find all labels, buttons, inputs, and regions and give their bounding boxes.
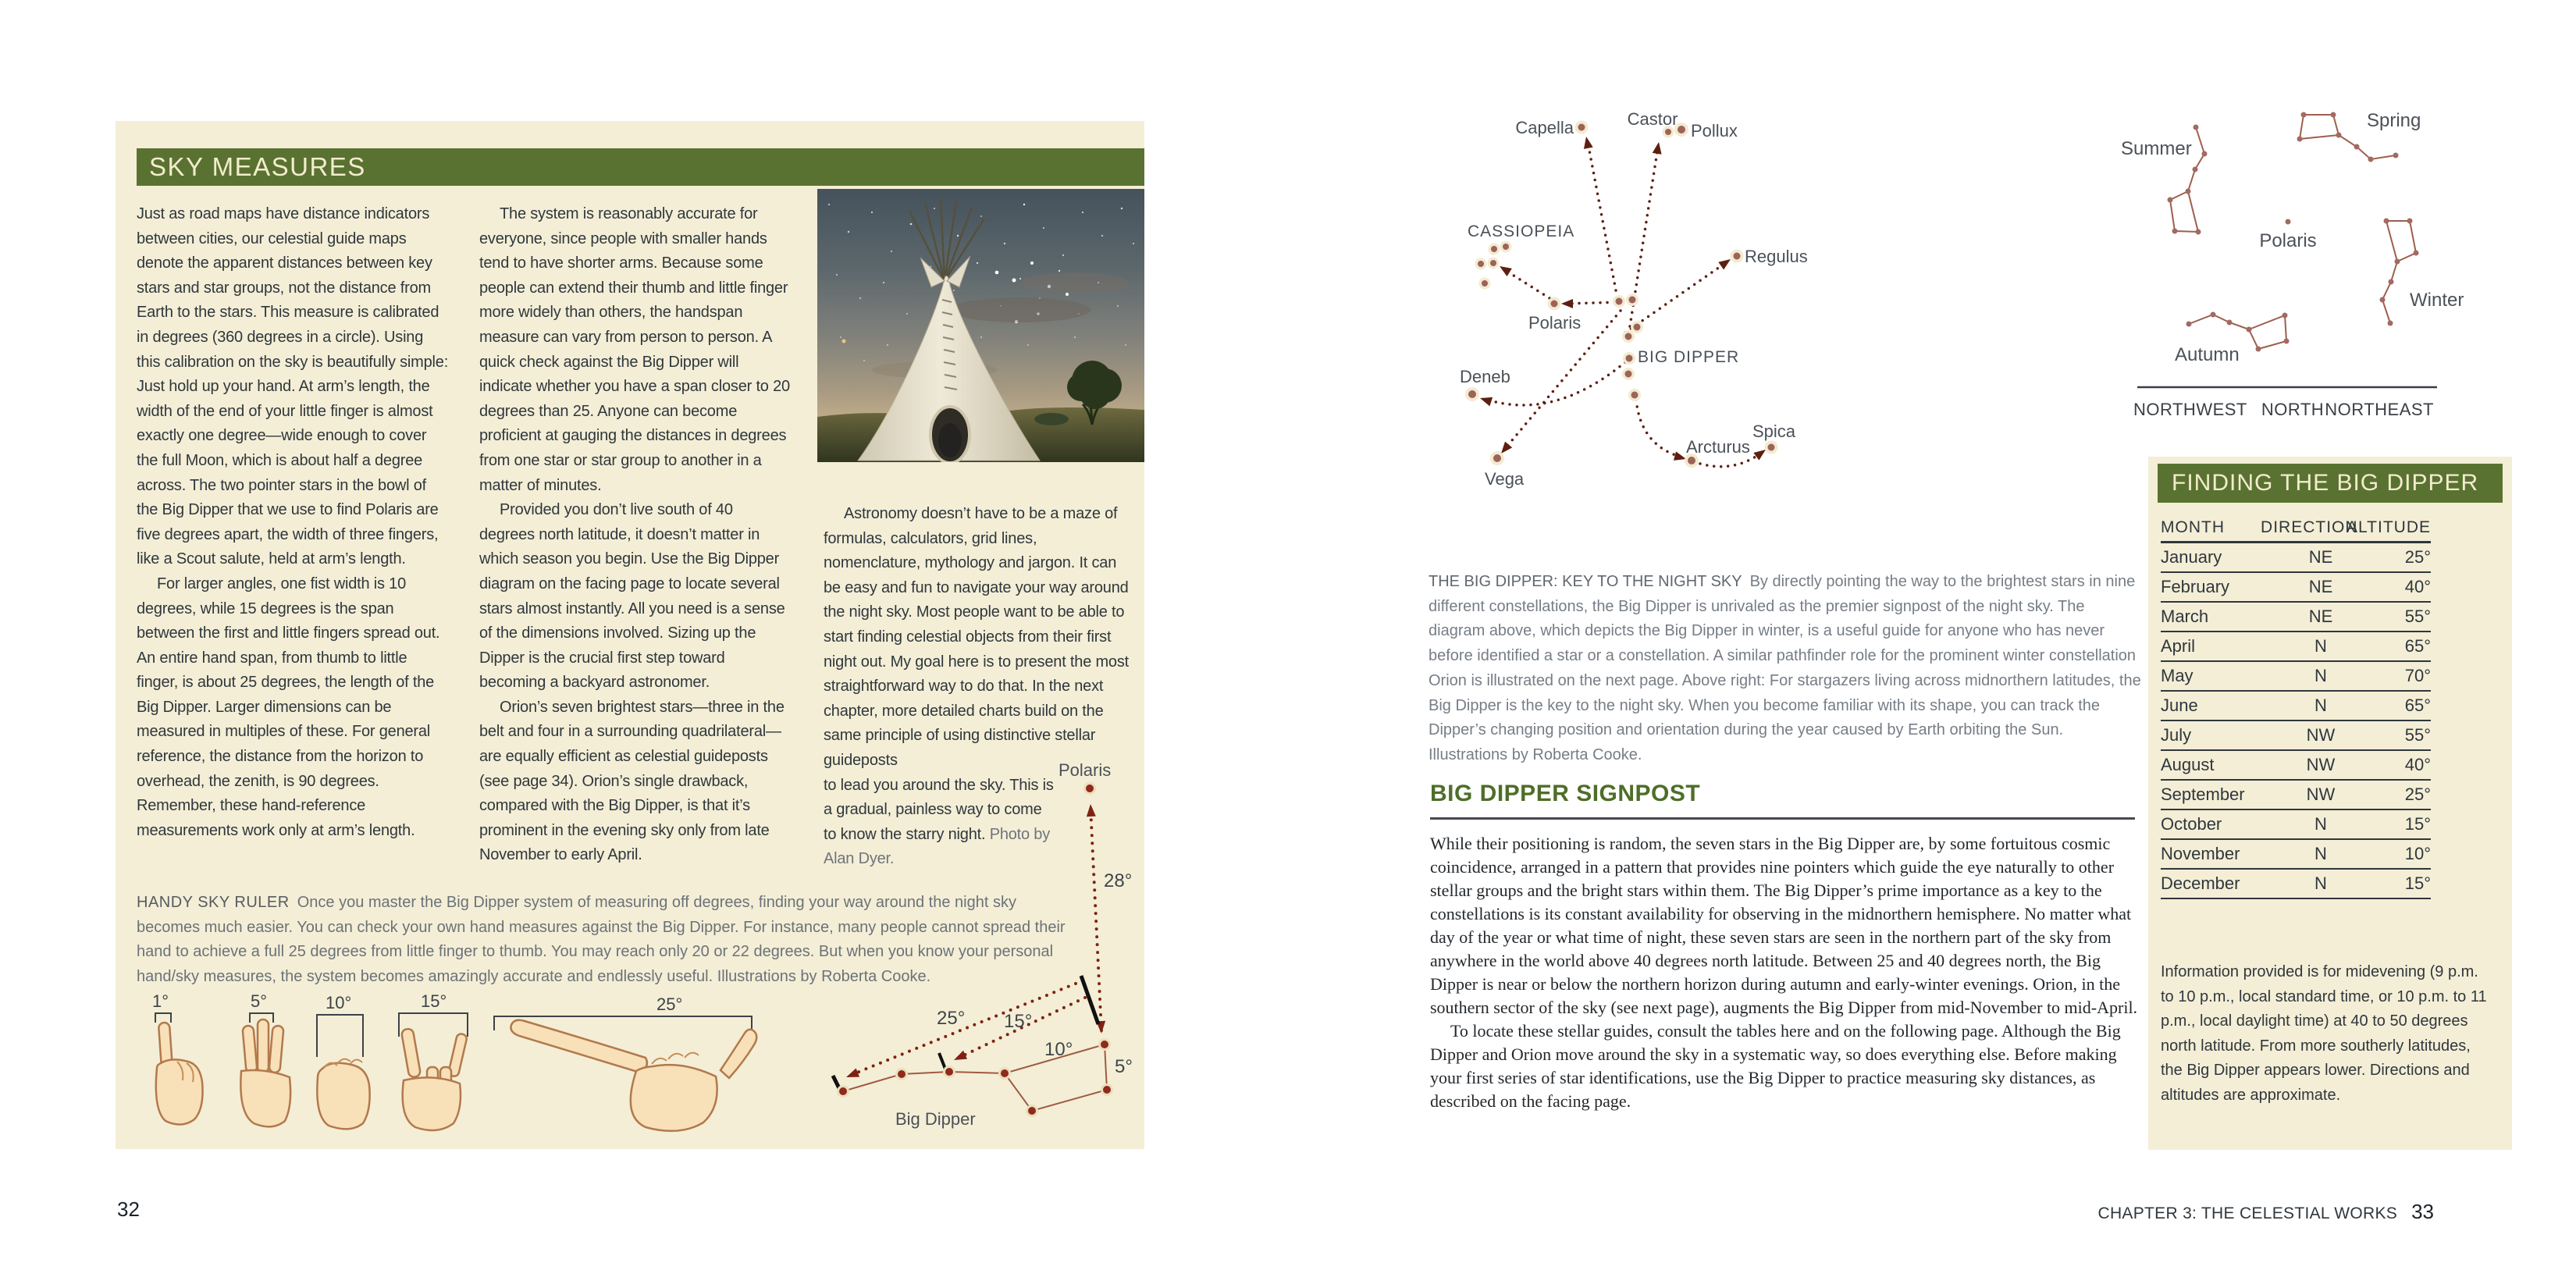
- arcturus-label: Arcturus: [1686, 437, 1750, 457]
- table-row: March NE 55°: [2161, 603, 2431, 632]
- chart-caption: THE BIG DIPPER: KEY TO THE NIGHT SKY By directly pointing the way to the brightest stars in nine different constellations, the Big Dipper is unrivaled as the premier signpost of the night sky. The diagram above, which depicts the Big Dipper in winter, is a useful guide for anyone who has never before identified a star or a constellation. A similar pathfinder role for the prominent winter constellation Orion is illustrated on the next page. Above right: For stargazers living across midnorthern latitudes, the Big Dipper is the key to the night sky. When you become familiar with its shape, you can track the Dipper’s changing position and orientation during the year caused by Earth orbiting the Sun. Illustrations by Roberta Cooke.: [1429, 573, 2141, 763]
- pollux-label: Pollux: [1691, 121, 1738, 141]
- paragraph: Provided you don’t live south of 40 degrees north latitude, it doesn’t matter in which season you begin. Use the Big Dipper diagram on the facing page to locate several stars almost instantly. All you need is a sense of the dimensions involved. Sizing up the Dipper is the crucial first step toward becoming a backyard astronomer.: [479, 501, 785, 692]
- star-arcturus: [1688, 457, 1695, 464]
- hand-pinky-1deg: [156, 1023, 203, 1125]
- table-row: January NE 25°: [2161, 543, 2431, 573]
- star-spica: [1768, 444, 1775, 451]
- table-row: May N 70°: [2161, 662, 2431, 692]
- caption-title: THE BIG DIPPER: KEY TO THE NIGHT SKY: [1429, 573, 1742, 590]
- photo-credit: Photo by Alan Dyer.: [824, 825, 1051, 868]
- arrow-to-arcturus: [1636, 400, 1683, 457]
- autumn-label: Autumn: [2175, 344, 2240, 365]
- label-5deg: 5°: [1115, 1056, 1133, 1077]
- table-title: FINDING THE BIG DIPPER: [2172, 470, 2479, 496]
- spring-label: Spring: [2367, 110, 2421, 131]
- label-25deg: 25°: [937, 1008, 966, 1029]
- paragraph: For larger angles, one fist width is 10 degrees, while 15 degrees is the span between the first and little fingers spread out. An entire hand span, from thumb to little finger, is about 25 degrees, the length of the Big Dipper. Larger dimensions can be measured in multiples of these. For general reference, the distance from the horizon to overhead, the zenith, is 90 degrees. Remember, these hand-reference measurements work only at arm’s length.: [137, 575, 440, 839]
- hand-label-25deg: 25°: [656, 994, 683, 1014]
- page-number-left: 32: [117, 1197, 140, 1221]
- big-dipper-signpost-chart: [1429, 94, 2139, 554]
- polaris-star: [1086, 785, 1094, 792]
- paragraph: To locate these stellar guides, consult the tables here and on the following page. Although the Big Dipper and Orion move around the sky in a systematic way, so does everything else. Before making your first series of star identifications, use the Big Dipper to practice measuring sky distances, as described on the facing page.: [1430, 1021, 2121, 1111]
- polaris-dot: [2286, 219, 2291, 225]
- table-banner: [2158, 464, 2503, 503]
- winter-label: Winter: [2410, 290, 2464, 311]
- table-row: June N 65°: [2161, 692, 2431, 721]
- vega-label: Vega: [1485, 469, 1525, 489]
- seasonal-dipper-diagram: [2108, 78, 2576, 453]
- page-number-right: 33: [2411, 1200, 2434, 1223]
- tipi-night-photo: [817, 189, 1144, 462]
- bush: [1034, 413, 1069, 425]
- hand-measures-illustration: [137, 991, 777, 1144]
- handy-sky-ruler-caption: HANDY SKY RULER Once you master the Big Dipper system of measuring off degrees, finding your way around the night sky becomes much easier. You can check your own hand measures against the Big Dipper. For instance, many people cannot spread their hand to achieve a full 25 degrees from little finger to thumb. You may reach only 20 or 22 degrees. But when you know your personal hand/sky measures, the system becomes amazingly accurate and endlessly useful. Illustrations by Roberta Cooke.: [137, 894, 1066, 986]
- star-pollux: [1678, 126, 1685, 133]
- left-column-1: [137, 202, 449, 843]
- dipper-table: [2161, 514, 2431, 899]
- paragraph: Orion’s seven brightest stars—three in the belt and four in a surrounding quadrilateral—are equally efficient as celestial guideposts (see page 34). Orion’s single drawback, compared with the Big Dipper, is that it’s prominent in the evening sky only from late November to early April.: [479, 698, 785, 864]
- paragraph: Just as road maps have distance indicators between cities, our celestial guide maps denote the apparent distances between key stars and star groups, not the distance from Earth to the stars. This measure is calibrated in degrees (360 degrees in a circle). Using this calibration on the sky is beautifully simple: Just hold up your hand. At arm’s length, the width of the end of your little finger is almost exactly one degree—wide enough to cover the full Moon, which is about half a degree across. The two pointer stars in the bowl of the Big Dipper that we use to find Polaris are five degrees apart, the width of three fingers, like a Scout salute, held at arm’s length.: [137, 205, 449, 568]
- column-header: ALTITUDE: [2347, 518, 2431, 536]
- table-note: Information provided is for midevening (9 p.m. to 10 p.m., local standard time, or 10 p.m. to 11 p.m., local daylight time) at 40 to 50 degrees north latitude. From more southerly latitudes, the Big Dipper appears lower. Directions and altitudes are approximate.: [2161, 963, 2487, 1104]
- hand-label-5deg: 5°: [251, 991, 268, 1011]
- arrow-to-cassiopeia: [1503, 269, 1550, 298]
- capella-label: Capella: [1515, 118, 1574, 137]
- arrow-to-regulus: [1625, 262, 1727, 333]
- finding-big-dipper-panel: [2148, 457, 2512, 1150]
- cassiopeia-label: CASSIOPEIA: [1468, 222, 1575, 240]
- hand-three-fingers-5deg: [240, 1019, 290, 1126]
- table-header-row: [2161, 514, 2431, 543]
- summer-label: Summer: [2121, 138, 2192, 159]
- star-vega: [1493, 454, 1501, 462]
- section-heading: BIG DIPPER SIGNPOST: [1430, 781, 1701, 806]
- dipper-measuring-diagram: [812, 749, 1147, 1140]
- hand-index-pinky-15deg: [401, 1028, 468, 1130]
- regulus-label: Regulus: [1745, 247, 1808, 266]
- column-header: MONTH: [2161, 518, 2225, 536]
- star-regulus: [1734, 253, 1741, 260]
- hand-label-1deg: 1°: [152, 991, 169, 1011]
- chart-stars: [1465, 121, 1778, 468]
- table-row: September NW 25°: [2161, 781, 2431, 810]
- star-deneb: [1468, 390, 1476, 398]
- polaris-center-label: Polaris: [2259, 230, 2317, 251]
- sky-measures-banner: [137, 148, 1144, 186]
- polaris-label: Polaris: [1059, 760, 1112, 780]
- tick-pointer-end: [1081, 976, 1098, 1024]
- hand-label-15deg: 15°: [421, 991, 447, 1011]
- hand-thumb-pinky-25deg: [511, 1020, 756, 1131]
- arrow-to-capella: [1588, 142, 1616, 290]
- section-body: [1430, 832, 2147, 1113]
- paragraph: The system is reasonably accurate for everyone, since people with smaller hands tend to have shorter arms. Because some people can extend their thumb and little finger more widely than others, the handspan measure can vary from person to person. A quick check against the Big Dipper will indicate whether you have a span closer to 20 degrees than 25. Anyone can become proficient at gauging the distances in degrees from one star or star group to another in a matter of minutes.: [479, 205, 790, 494]
- column-header: DIRECTION: [2261, 518, 2358, 536]
- deneb-label: Deneb: [1460, 367, 1510, 386]
- label-28deg: 28°: [1104, 870, 1133, 891]
- polaris-label: Polaris: [1528, 313, 1582, 333]
- star-capella: [1578, 124, 1585, 131]
- footer-right: [2097, 1200, 2434, 1224]
- label-10deg: 10°: [1044, 1039, 1073, 1060]
- page-title: SKY MEASURES: [149, 152, 366, 181]
- paragraph: Astronomy doesn’t have to be a maze of formulas, calculators, grid lines, nomenclature, mythology and jargon. It can be easy and fun to navigate your way around the night sky. Most people want to be able to start finding celestial objects from their first night out. My goal here is to present the most straightforward way to do that. In the next chapter, more detailed charts build on the same principle of using distinctive stellar guideposts: [824, 505, 1130, 769]
- big-dipper-label: Big Dipper: [895, 1109, 976, 1129]
- caption-title: HANDY SKY RULER: [137, 894, 290, 911]
- page-left: [116, 121, 1144, 1149]
- northwest-label: NORTHWEST: [2133, 400, 2247, 419]
- label-15deg: 15°: [1004, 1011, 1033, 1032]
- tipi-photo-illustration: [817, 189, 1144, 462]
- table-row: April N 65°: [2161, 632, 2431, 662]
- paragraph: to lead you around the sky. This is a gradual, painless way to come to know the starry night. Photo by Alan Dyer.: [824, 776, 1054, 868]
- table-row: August NW 40°: [2161, 751, 2431, 781]
- table-row: November N 10°: [2161, 840, 2431, 870]
- table-row: October N 15°: [2161, 810, 2431, 840]
- hand-label-10deg: 10°: [326, 993, 352, 1012]
- left-column-2: [479, 202, 792, 868]
- northeast-label: NORTHEAST: [2325, 400, 2434, 419]
- north-label: NORTH: [2261, 400, 2325, 419]
- star-castor: [1665, 129, 1671, 135]
- table-row: December N 15°: [2161, 870, 2431, 899]
- star-polaris: [1551, 301, 1558, 308]
- section-rule: [1430, 817, 2135, 820]
- chapter-title: CHAPTER 3: THE CELESTIAL WORKS: [2097, 1204, 2398, 1222]
- arrow-28deg: [1091, 807, 1101, 1030]
- castor-label: Castor: [1627, 109, 1678, 129]
- paragraph: While their positioning is random, the seven stars in the Big Dipper are, by some fortuitous cosmic coincidence, arranged in a pattern that provides nine pointers which guide the eye naturally to other stellar groups and the bright stars within them. The Big Dipper’s prime importance as a key to the constellations is its constant availability for observing in the midnorthern hemisphere. No matter what day of the year or what time of night, these seven stars are seen in the northern part of the sky from anywhere in the world above 40 degrees north latitude. Between 25 and 40 degrees north, the Big Dipper is near or below the northern horizon during autumn and early-winter evenings. Orion, in the southern sector of the sky (see next page), augments the Big Dipper from mid-November to mid-April.: [1430, 834, 2138, 1017]
- table-row: February NE 40°: [2161, 573, 2431, 603]
- table-row: July NW 55°: [2161, 721, 2431, 751]
- big-dipper-label: BIG DIPPER: [1638, 348, 1740, 366]
- hand-fist-10deg: [317, 1059, 369, 1130]
- spica-label: Spica: [1752, 422, 1796, 441]
